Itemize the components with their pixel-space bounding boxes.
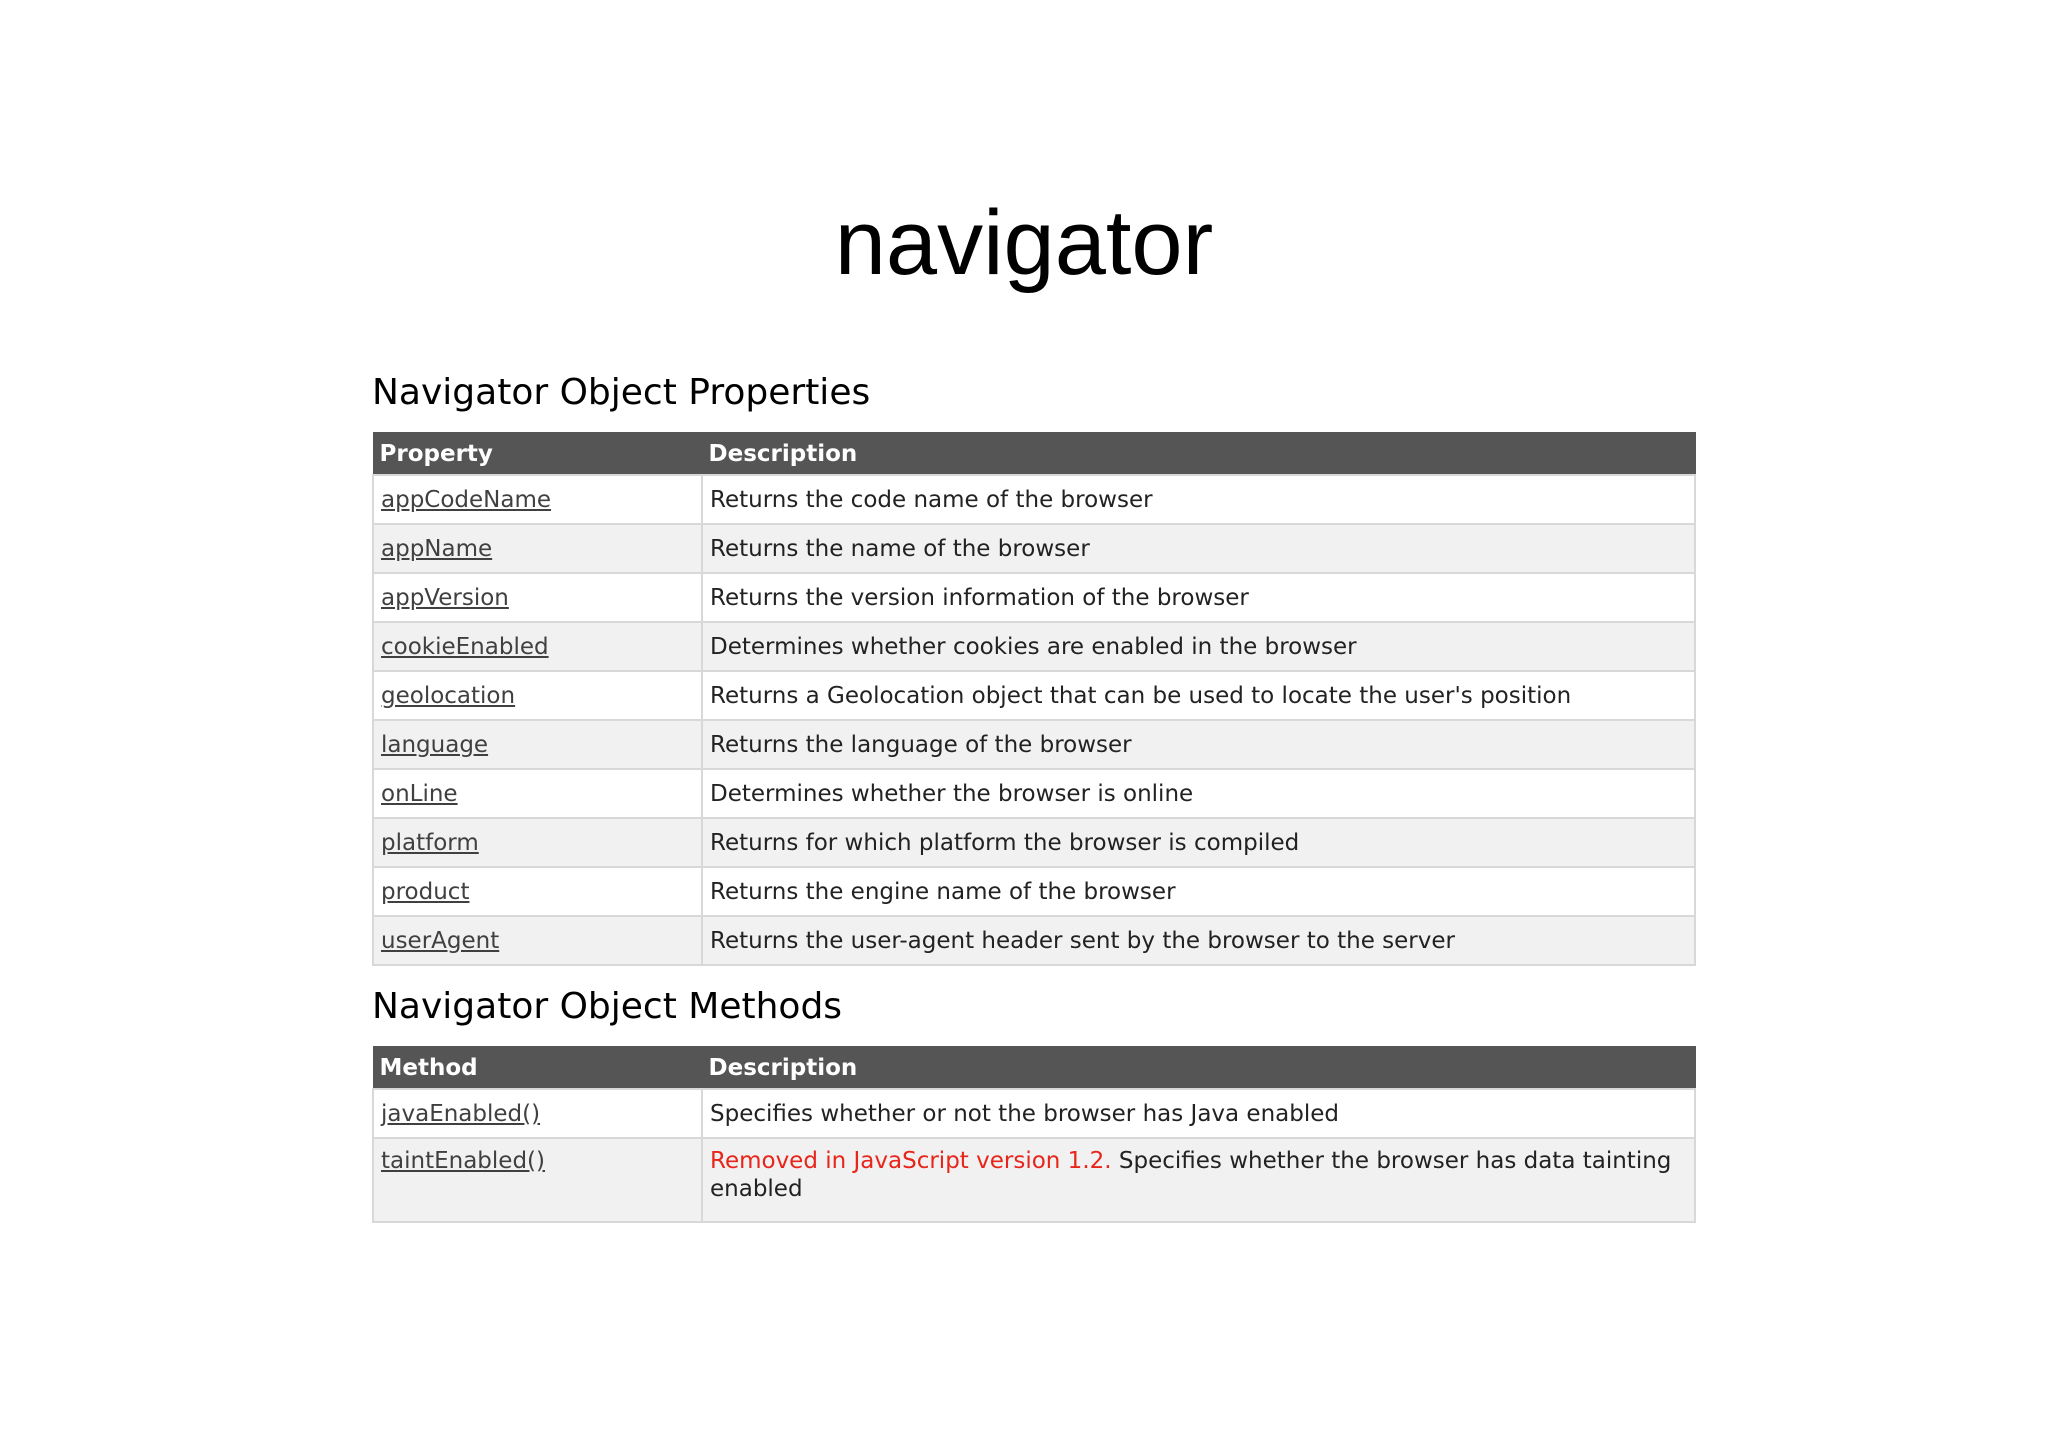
properties-header-row — [373, 433, 1695, 476]
table-row — [373, 867, 1695, 916]
methods-header-row — [373, 1047, 1695, 1090]
table-row — [373, 524, 1695, 573]
property-cell — [373, 818, 702, 867]
property-link-language[interactable]: language — [381, 731, 489, 758]
description-cell: Determines whether the browser is online — [702, 769, 1695, 818]
property-cell — [373, 720, 702, 769]
removed-note: Removed in JavaScript version 1.2. — [710, 1148, 1112, 1174]
description-cell: Returns the user-agent header sent by the browser to the server — [702, 916, 1695, 965]
column-header-description: Description — [702, 433, 1695, 476]
method-link-javaenabled[interactable]: javaEnabled() — [381, 1100, 541, 1127]
description-cell: Returns the language of the browser — [702, 720, 1695, 769]
column-header-method: Method — [373, 1047, 702, 1090]
description-cell: Returns a Geolocation object that can be used to locate the user's position — [702, 671, 1695, 720]
table-row — [373, 818, 1695, 867]
property-cell — [373, 573, 702, 622]
property-cell — [373, 622, 702, 671]
methods-heading: Navigator Object Methods — [372, 986, 843, 1027]
table-row — [373, 622, 1695, 671]
property-link-appname[interactable]: appName — [381, 535, 493, 562]
property-link-geolocation[interactable]: geolocation — [381, 682, 516, 709]
description-cell — [702, 1138, 1695, 1222]
property-cell — [373, 671, 702, 720]
description-cell: Specifies whether or not the browser has Java enabled — [702, 1089, 1695, 1138]
description-cell: Returns the name of the browser — [702, 524, 1695, 573]
table-row — [373, 769, 1695, 818]
description-cell: Returns the version information of the browser — [702, 573, 1695, 622]
property-cell — [373, 475, 702, 524]
property-cell — [373, 867, 702, 916]
property-cell — [373, 916, 702, 965]
property-link-appcodename[interactable]: appCodeName — [381, 486, 552, 513]
description-text: Specifies whether the browser has data tainting enabled — [710, 1148, 1672, 1202]
property-link-appversion[interactable]: appVersion — [381, 584, 509, 611]
table-row — [373, 573, 1695, 622]
table-row — [373, 720, 1695, 769]
column-header-description: Description — [702, 1047, 1695, 1090]
method-cell — [373, 1089, 702, 1138]
property-link-online[interactable]: onLine — [381, 780, 458, 807]
property-link-product[interactable]: product — [381, 878, 470, 905]
table-row — [373, 475, 1695, 524]
column-header-property: Property — [373, 433, 702, 476]
property-link-cookieenabled[interactable]: cookieEnabled — [381, 633, 549, 660]
methods-table — [372, 1046, 1696, 1223]
description-cell: Returns for which platform the browser is compiled — [702, 818, 1695, 867]
properties-heading: Navigator Object Properties — [372, 372, 871, 413]
property-cell — [373, 524, 702, 573]
table-row — [373, 1089, 1695, 1138]
table-row — [373, 916, 1695, 965]
table-row — [373, 1138, 1695, 1222]
description-cell: Returns the engine name of the browser — [702, 867, 1695, 916]
method-cell — [373, 1138, 702, 1222]
description-cell: Returns the code name of the browser — [702, 475, 1695, 524]
property-link-platform[interactable]: platform — [381, 829, 479, 856]
content-area — [372, 368, 1694, 1223]
slide-title: navigator — [834, 192, 1214, 294]
description-cell: Determines whether cookies are enabled in the browser — [702, 622, 1695, 671]
table-row — [373, 671, 1695, 720]
property-link-useragent[interactable]: userAgent — [381, 927, 500, 954]
method-link-taintenabled[interactable]: taintEnabled() — [381, 1148, 545, 1174]
property-cell — [373, 769, 702, 818]
properties-table — [372, 432, 1696, 966]
